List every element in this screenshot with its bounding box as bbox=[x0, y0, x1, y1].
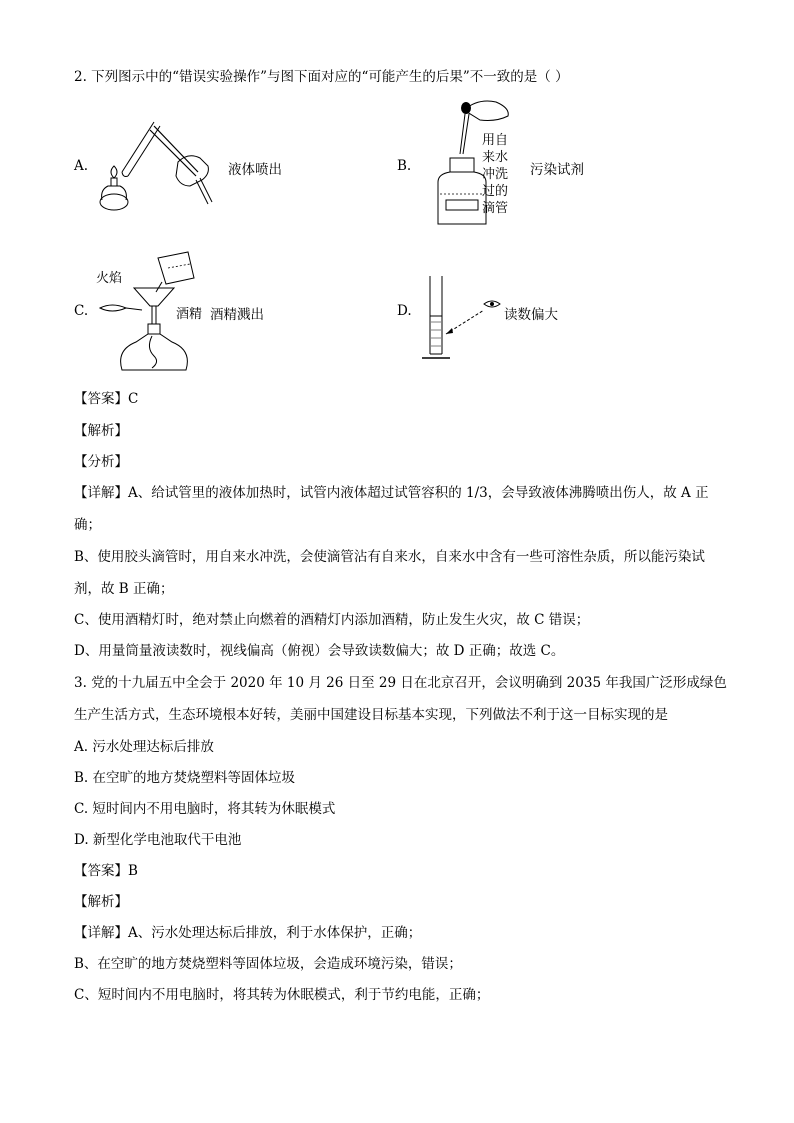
q3-answer: 【答案】B bbox=[74, 863, 138, 879]
q2-detail-line-2: 确； bbox=[74, 517, 101, 533]
q2-option-c-label-alcohol: 酒精 bbox=[176, 307, 203, 322]
q2-stem: 2. 下列图示中的“错误实验操作”与图下面对应的“可能产生的后果”不一致的是（ ） bbox=[74, 69, 569, 85]
q2-option-d-caption: 读数偏大 bbox=[504, 307, 558, 323]
q2-option-d-letter: D. bbox=[397, 303, 412, 319]
figure-a-heating-test-tube-icon bbox=[92, 116, 222, 216]
q3-option-d: D. 新型化学电池取代干电池 bbox=[74, 832, 242, 848]
q2-option-c-label-flame: 火焰 bbox=[96, 271, 123, 286]
q2-detail-line-6: D、用量筒量液读数时，视线偏高（俯视）会导致读数偏大；故 D 正确；故选 C。 bbox=[74, 643, 565, 659]
q3-detail-line-2: B、在空旷的地方焚烧塑料等固体垃圾，会造成环境污染，错误； bbox=[74, 956, 462, 972]
q3-option-c: C. 短时间内不用电脑时，将其转为休眠模式 bbox=[74, 801, 336, 817]
q2-option-a-letter: A. bbox=[74, 158, 89, 174]
q2-fenxi: 【分析】 bbox=[74, 454, 128, 470]
q3-option-a: A. 污水处理达标后排放 bbox=[74, 739, 214, 755]
q3-detail-line-3: C、短时间内不用电脑时，将其转为休眠模式，利于节约电能，正确； bbox=[74, 987, 490, 1003]
q2-detail-line-4: 剂，故 B 正确； bbox=[74, 581, 174, 597]
q2-option-b-caption: 污染试剂 bbox=[530, 162, 584, 178]
q3-detail-line-1: 【详解】A、污水处理达标后排放，利于水体保护，正确； bbox=[74, 925, 422, 941]
q2-option-c-letter: C. bbox=[74, 303, 89, 319]
q2-detail-line-1: 【详解】A、给试管里的液体加热时，试管内液体超过试管容积的 1/3，会导致液体沸腾喷出伤人，故 A 正 bbox=[74, 485, 709, 501]
q3-analysis-head: 【解析】 bbox=[74, 894, 128, 910]
q2-answer: 【答案】C bbox=[74, 391, 139, 407]
q3-stem-line-1: 3. 党的十九届五中全会于 2020 年 10 月 26 日至 29 日在北京召开，会议明确到 2035 年我国广泛形成绿色 bbox=[74, 675, 727, 691]
q3-option-b: B. 在空旷的地方焚烧塑料等固体垃圾 bbox=[74, 770, 296, 786]
q2-option-b-figure-text-3: 冲洗 bbox=[482, 167, 509, 182]
q3-stem-line-2: 生产生活方式，生态环境根本好转，美丽中国建设目标基本实现，下列做法不利于这一目标实现的是 bbox=[74, 707, 668, 723]
q2-option-b-figure-text-1: 用自 bbox=[482, 133, 509, 148]
q2-option-c-caption: 酒精溅出 bbox=[210, 307, 264, 323]
q2-detail-line-5: C、使用酒精灯时，绝对禁止向燃着的酒精灯内添加酒精，防止发生火灾，故 C 错误； bbox=[74, 612, 590, 628]
q2-analysis-head: 【解析】 bbox=[74, 423, 128, 439]
q2-option-a-caption: 液体喷出 bbox=[228, 162, 282, 178]
q2-option-b-figure-text-2: 来水 bbox=[482, 150, 509, 165]
q2-option-b-letter: B. bbox=[397, 158, 412, 174]
figure-d-graduated-cylinder-icon bbox=[420, 272, 510, 364]
q2-option-b-figure-text-5: 滴管 bbox=[482, 201, 509, 216]
q2-detail-line-3: B、使用胶头滴管时，用自来水冲洗，会使滴管沾有自来水，自来水中含有一些可溶性杂质，所以能污染试 bbox=[74, 549, 705, 565]
q2-option-b-figure-text-4: 过的 bbox=[482, 184, 509, 199]
